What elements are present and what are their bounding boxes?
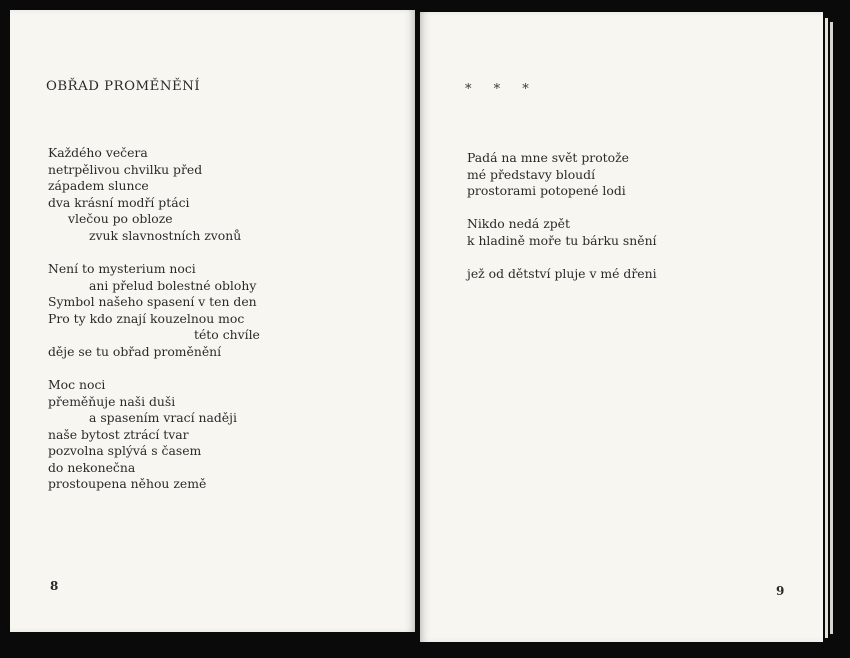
page-edge bbox=[830, 22, 833, 634]
poem-line: naše bytost ztrácí tvar bbox=[48, 426, 189, 442]
poem-line: mé představy bloudí bbox=[467, 166, 596, 182]
poem-line: Není to mysterium noci bbox=[48, 261, 196, 276]
poem-line: prostoupena něhou země bbox=[48, 476, 207, 491]
poem-line: k hladině moře tu bárku snění bbox=[467, 232, 657, 248]
left-page bbox=[10, 10, 415, 632]
poem-title: OBŘAD PROMĚNĚNÍ bbox=[46, 79, 201, 94]
right-page bbox=[420, 12, 823, 642]
poem-line: Moc noci bbox=[48, 377, 106, 392]
page-number: 9 bbox=[776, 584, 785, 598]
poem-line: děje se tu obřad proměnění bbox=[48, 343, 222, 359]
poem-line: této chvíle bbox=[194, 327, 260, 342]
poem-line: Padá na mne svět protože bbox=[467, 150, 629, 165]
page-number: 8 bbox=[50, 579, 59, 593]
poem-line: Nikdo nedá zpět bbox=[467, 216, 570, 231]
page-edge bbox=[825, 18, 828, 638]
poem-line: vlečou po obloze bbox=[68, 211, 173, 226]
poem-line: západem slunce bbox=[48, 178, 149, 193]
poem-line: Každého večera bbox=[48, 145, 148, 160]
poem-line: zvuk slavnostních zvonů bbox=[89, 227, 242, 243]
poem-line: netrpělivou chvilku před bbox=[48, 161, 203, 177]
poem-line: dva krásní modří ptáci bbox=[48, 194, 190, 210]
poem-line: Symbol našeho spasení v ten den bbox=[48, 294, 257, 309]
poem-line: prostorami potopené lodi bbox=[467, 183, 626, 198]
poem-line: jež od dětství pluje v mé dřeni bbox=[467, 266, 657, 281]
poem-line: Pro ty kdo znají kouzelnou moc bbox=[48, 310, 245, 326]
poem-line: přeměňuje naši duši bbox=[48, 393, 176, 409]
poem-line: ani přelud bolestné oblohy bbox=[89, 277, 257, 293]
poem-line: a spasením vrací naději bbox=[89, 410, 237, 425]
asterisks-divider: * * * bbox=[465, 82, 538, 97]
poem-line: pozvolna splývá s časem bbox=[48, 443, 202, 458]
poem-line: do nekonečna bbox=[48, 459, 136, 475]
